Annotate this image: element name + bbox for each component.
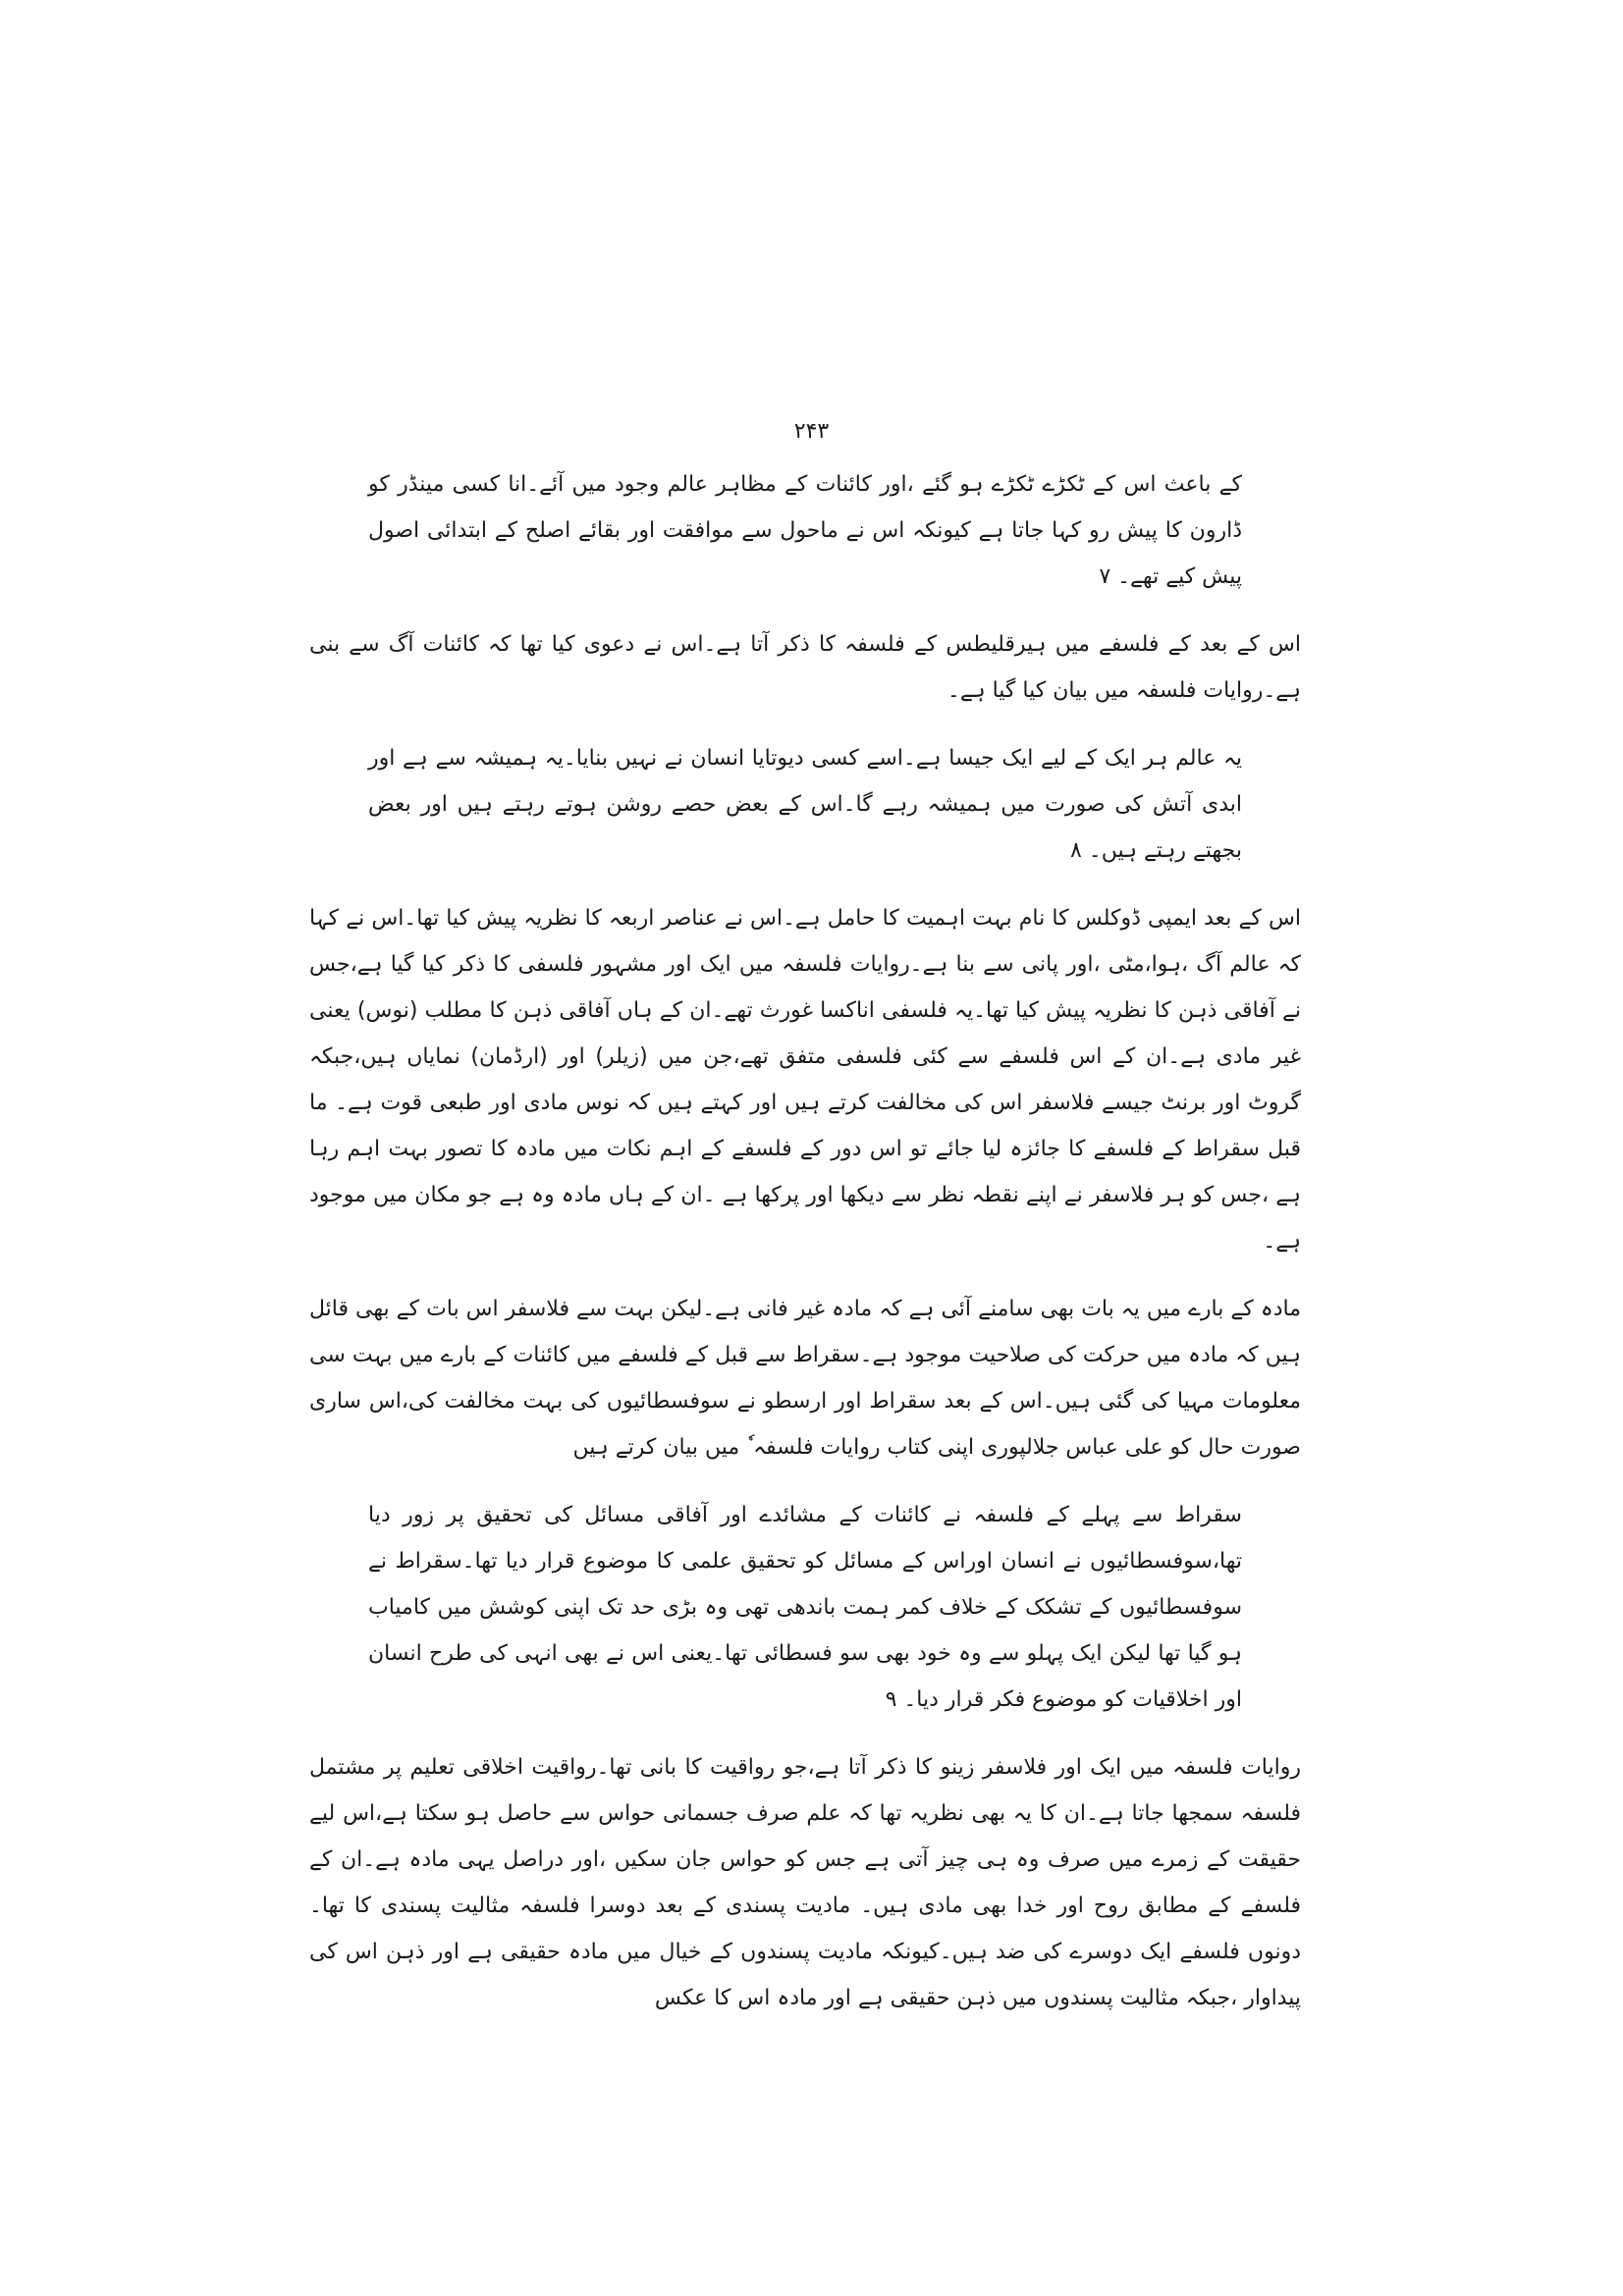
- quote-block: سقراط سے پہلے کے فلسفہ نے کائنات کے مشائدے اور آفاقی مسائل کی تحقیق پر زور دیا تھا،سوفسطائیوں نے انسان اوراس کے مسائل کو تحقیق علمی کا موضوع قرار دیا تھا۔سقراط نے سوفسطائیوں کے تشکک کے خلاف کمر ہمت باندھی تھی وہ بڑی حد تک اپنی کوشش میں کامیاب ہو گیا تھا لیکن ایک پہلو سے وہ خود بھی سو فسطائی تھا۔یعنی اس نے بھی انہی کی طرح انسان اور اخلاقیات کو موضوع فکر قرار دیا۔ ۹: [368, 1503, 1242, 1712]
- page-number: ۲۴۳: [793, 419, 830, 444]
- paragraph: اس کے بعد کے فلسفے میں ہیرقلیطس کے فلسفہ کا ذکر آتا ہے۔اس نے دعوی کیا تھا کہ کائنات آگ سے بنی ہے۔روایات فلسفہ میں بیان کیا گیا ہے۔: [309, 632, 1301, 703]
- paragraph: روایات فلسفہ میں ایک اور فلاسفر زینو کا ذکر آتا ہے،جو رواقیت کا بانی تھا۔رواقیت اخلاقی تعلیم پر مشتمل فلسفہ سمجھا جاتا ہے۔ان کا یہ بھی نظریہ تھا کہ علم صرف جسمانی حواس سے حاصل ہو سکتا ہے،اس لیے حقیقت کے زمرے میں صرف وہ ہی چیز آتی ہے جس کو حواس جان سکیں ،اور دراصل یہی مادہ ہے۔ان کے فلسفے کے مطابق روح اور خدا بھی مادی ہیں۔ مادیت پسندی کے بعد دوسرا فلسفہ مثالیت پسندی کا تھا۔دونوں فلسفے ایک دوسرے کی ضد ہیں۔کیونکہ مادیت پسندوں کے خیال میں مادہ حقیقی ہے اور ذہن اس کی پیداوار ،جبکہ مثالیت پسندوں میں ذہن حقیقی ہے اور مادہ اس کا عکس: [309, 1755, 1301, 2010]
- quote-block: یہ عالم ہر ایک کے لیے ایک جیسا ہے۔اسے کسی دیوتایا انسان نے نہیں بنایا۔یہ ہمیشہ سے ہے اور ابدی آتش کی صورت میں ہمیشہ رہے گا۔اس کے بعض حصے روشن ہوتے رہتے ہیں اور بعض بجھتے رہتے ہیں۔ ۸: [368, 746, 1242, 863]
- paragraph: اس کے بعد ایمپی ڈوکلس کا نام بہت اہمیت کا حامل ہے۔اس نے عناصر اربعہ کا نظریہ پیش کیا تھا۔اس نے کہا کہ عالم آگ ،ہوا،مٹی ،اور پانی سے بنا ہے۔روایات فلسفہ میں ایک اور مشہور فلسفی کا ذکر کیا گیا ہے،جس نے آفاقی ذہن کا نظریہ پیش کیا تھا۔یہ فلسفی اناکسا غورث تھے۔ان کے ہاں آفاقی ذہن کا مطلب (نوس) یعنی غیر مادی ہے۔ان کے اس فلسفے سے کئی فلسفی متفق تھے،جن میں (زیلر) اور (ارڈمان) نمایاں ہیں،جبکہ گروٹ اور برنٹ جیسے فلاسفر اس کی مخالفت کرتے ہیں اور کہتے ہیں کہ نوس مادی اور طبعی قوت ہے۔ ما قبل سقراط کے فلسفے کا جائزہ لیا جائے تو اس دور کے فلسفے کے اہم نکات میں مادہ کا تصور بہت اہم رہا ہے ،جس کو ہر فلاسفر نے اپنے نقطہ نظر سے دیکھا اور پرکھا ہے ۔ان کے ہاں مادہ وہ ہے جو مکان میں موجود ہے۔: [309, 906, 1301, 1254]
- paragraph: مادہ کے بارے میں یہ بات بھی سامنے آئی ہے کہ مادہ غیر فانی ہے۔لیکن بہت سے فلاسفر اس بات کے بھی قائل ہیں کہ مادہ میں حرکت کی صلاحیت موجود ہے۔سقراط سے قبل کے فلسفے میں کائنات کے بارے میں بہت سی معلومات مہیا کی گئی ہیں۔اس کے بعد سقراط اور ارسطو نے سوفسطائیوں کی بہت مخالفت کی،اس ساری صورت حال کو علی عباس جلالپوری اپنی کتاب روایات فلسفہ ٗ میں بیان کرتے ہیں: [309, 1297, 1301, 1460]
- body-text: [309, 461, 1301, 2043]
- quote-block: کے باعث اس کے ٹکڑے ٹکڑے ہو گئے ،اور کائنات کے مظاہر عالم وجود میں آئے۔انا کسی مینڈر کو ڈارون کا پیش رو کہا جاتا ہے کیونکہ اس نے ماحول سے موافقت اور بقائے اصلح کے ابتدائی اصول پیش کیے تھے۔ ۷: [368, 472, 1242, 589]
